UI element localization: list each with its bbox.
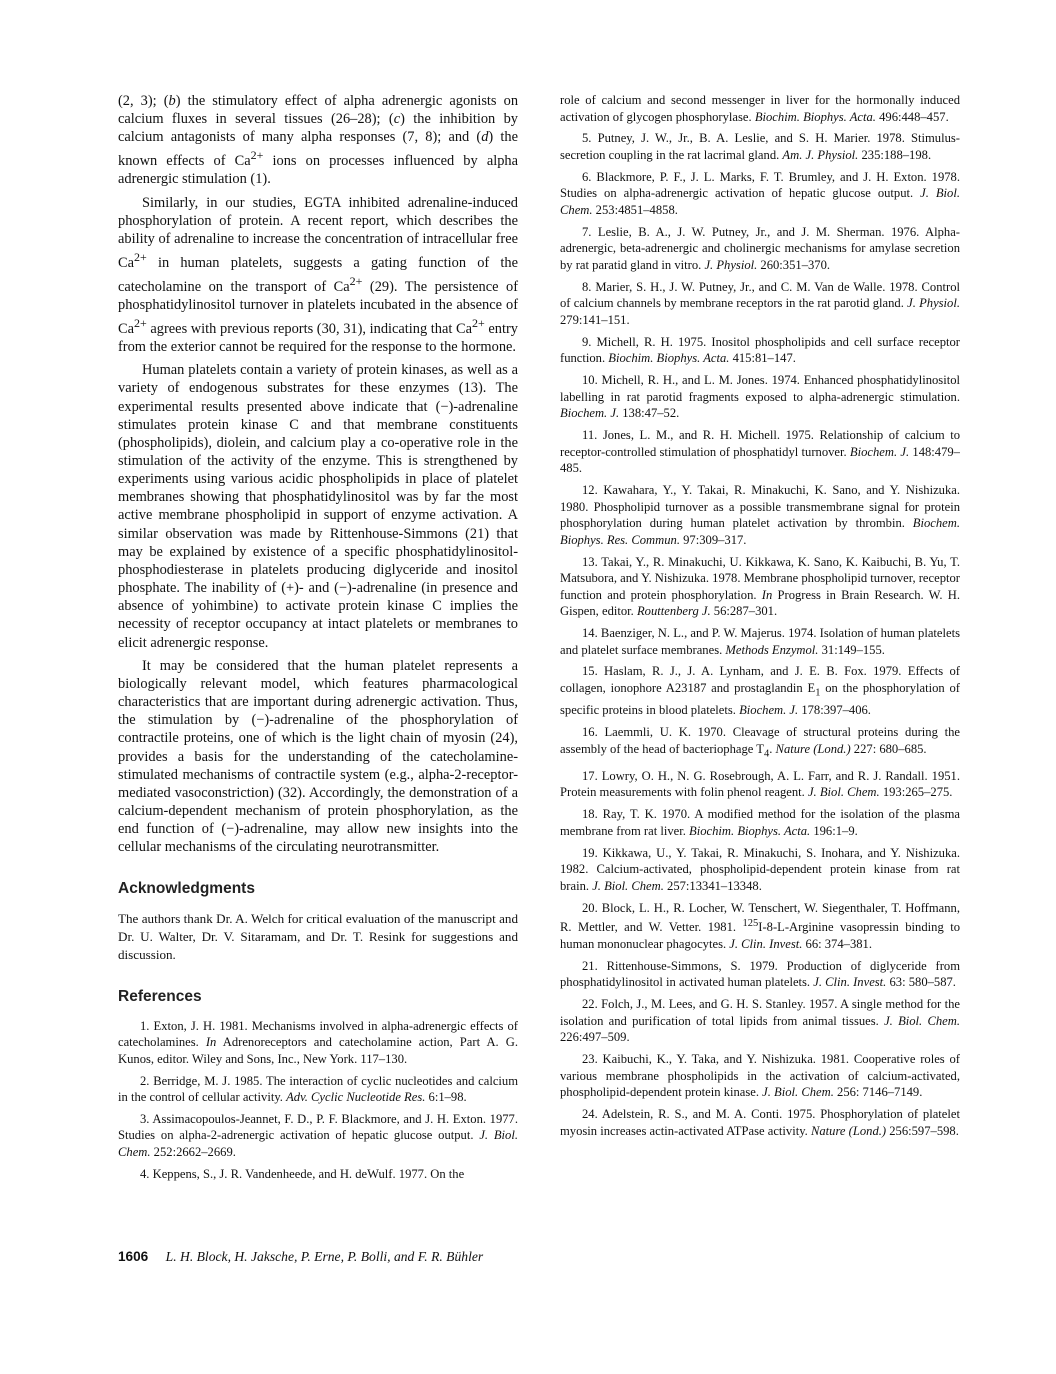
reference-item: 23. Kaibuchi, K., Y. Taka, and Y. Nishizuka. 1981. Cooperative roles of various membrane phospholipids in the activation of calcium-activated, phospholipid-dependent protein kinase. J. Biol. Chem. 256: 7146–7149. bbox=[560, 1052, 960, 1100]
references-heading: References bbox=[118, 987, 202, 1005]
body-paragraph: (2, 3); (b) the stimulatory effect of alpha adrenergic agonists on calcium fluxes in several tissues (26–28); (c) the inhibition by calcium antagonists of many alpha responses (7, 8); and (d) the known effects of $Ca^{2+}$ ions on processes influenced by alpha adrenergic stimulation (1). bbox=[118, 93, 519, 188]
reference-item: 14. Baenziger, N. L., and P. W. Majerus. 1974. Isolation of human platelets and platelet surface membranes. Methods Enzymol. 31:149–155. bbox=[560, 626, 960, 657]
body-paragraph: Similarly, in our studies, EGTA inhibited adrenaline-induced phosphorylation of protein. A recent report, which describes the ability of adrenaline to increase the concentration of intracellular free $Ca^{2+}$ in human platelets, suggests a gating function of the catecholamine on the transport of $Ca^{2+}$ (29). The persistence of phosphatidylinositol turnover in platelets incubated in the absence of $Ca^{2+}$ agrees with previous reports (30, 31), indicating that $Ca^{2+}$ entry from the exterior cannot be required for the response to the hormone. bbox=[118, 194, 518, 356]
reference-item: 10. Michell, R. H., and L. M. Jones. 1974. Enhanced phosphatidylinositol labelling in rat parotid fragments exposed to alpha-adrenergic stimulation. Biochem. J. 138:47–52. bbox=[560, 373, 960, 421]
reference-item: 6. Blackmore, P. F., J. L. Marks, F. T. Brumley, and J. H. Exton. 1978. Studies on alpha-adrenergic activation of hepatic glucose output. J. Biol. Chem. 253:4851–4858. bbox=[560, 169, 960, 217]
reference-item: 15. Haslam, R. J., J. A. Lynham, and J. E. B. Fox. 1979. Effects of collagen, ionophore A23187 and prostaglandin $E_1$ on the phosphorylation of specific proteins in blood platelets. Biochem. J. 178:397–406. bbox=[560, 664, 960, 718]
reference-item: 24. Adelstein, R. S., and M. A. Conti. 1975. Phosphorylation of platelet myosin increases actin-activated ATPase activity. Nature (Lond.) 256:597–598. bbox=[560, 1107, 960, 1138]
left-column bbox=[118, 92, 518, 1188]
reference-item: 12. Kawahara, Y., Y. Takai, R. Minakuchi, K. Sano, and Y. Nishizuka. 1980. Phospholipid turnover as a possible transmembrane signal for protein phosphorylation during human platelet activation by thrombin. Biochem. Biophys. Res. Commun. 97:309–317. bbox=[560, 482, 960, 547]
reference-item: 4. Keppens, S., J. R. Vandenheede, and H. deWulf. 1977. On the bbox=[140, 1166, 465, 1181]
body-paragraph: Human platelets contain a variety of protein kinases, as well as a variety of endogenous substrates for these enzymes (13). The experimental results presented above indicate that (−)-adrenaline stimulates protein kinase C and that membrane constituents (phospholipids), diolein, and calcium play a co-operative role in the stimulation of the activity of the enzyme. This is strengthened by experiments using various acidic phospholipids in place of platelet membranes showing that phosphatidylinositol was by far the most active membrane phospholipid in support of enzyme activation. A similar observation was made by Rittenhouse-Simmons (21) that may be explained by existence of a specific phosphatidylinositol-phosphodiesterase in platelets producing diglyceride and inositol phosphate. The inability of (+)- and (−)-adrenaline (in presence and absence of yohimbine) to activate protein kinase C implies the necessity of receptor occupancy at intact platelets or membranes to elicit adrenergic response. bbox=[118, 362, 518, 651]
reference-list-left bbox=[118, 1018, 518, 1183]
acknowledgments-text: The authors thank Dr. A. Welch for critical evaluation of the manuscript and Dr. U. Walter, Dr. V. Sitaramam, and Dr. T. Resink for suggestions and discussion. bbox=[118, 911, 518, 962]
reference-item: 1. Exton, J. H. 1981. Mechanisms involved in alpha-adrenergic effects of catecholamines. In Adrenoreceptors and catecholamine action, Part A. G. Kunos, editor. Wiley and Sons, Inc., New York. 117–130. bbox=[118, 1018, 519, 1066]
reference-item: 9. Michell, R. H. 1975. Inositol phospholipids and cell surface receptor function. Biochim. Biophys. Acta. 415:81–147. bbox=[560, 334, 960, 366]
reference-item: role of calcium and second messenger in liver for the hormonally induced activation of glycogen phosphorylase. Biochim. Biophys. Acta. 496:448–457. bbox=[560, 93, 960, 124]
right-column bbox=[560, 92, 960, 1144]
reference-item: 17. Lowry, O. H., N. G. Rosebrough, A. L. Farr, and R. J. Randall. 1951. Protein measurements with folin phenol reagent. J. Biol. Chem. 193:265–275. bbox=[560, 768, 960, 800]
reference-item: 13. Takai, Y., R. Minakuchi, U. Kikkawa, K. Sano, K. Kaibuchi, B. Yu, T. Matsubora, and Y. Nishizuka. 1978. Membrane phospholipid turnover, receptor function and protein phosphorylation. In Progress in Brain Research. W. H. Gispen, editor. Routtenberg J. 56:287–301. bbox=[560, 554, 960, 619]
reference-item: 3. Assimacopoulos-Jeannet, F. D., P. F. Blackmore, and J. H. Exton. 1977. Studies on alpha-2-adrenergic activation of hepatic glucose output. J. Biol. Chem. 252:2662–2669. bbox=[118, 1111, 518, 1160]
page-number: 1606 bbox=[118, 1249, 149, 1264]
reference-item: 22. Folch, J., M. Lees, and G. H. S. Stanley. 1957. A single method for the isolation and purification of total lipids from animal tissues. J. Biol. Chem. 226:497–509. bbox=[560, 997, 960, 1045]
reference-item: 5. Putney, J. W., Jr., B. A. Leslie, and S. H. Marier. 1978. Stimulus-secretion coupling in the rat lacrimal gland. Am. J. Physiol. 235:188–198. bbox=[560, 131, 960, 162]
reference-item: 19. Kikkawa, U., Y. Takai, R. Minakuchi, S. Inohara, and Y. Nishizuka. 1982. Calcium-activated, phospholipid-dependent protein kinase from rat brain. J. Biol. Chem. 257:13341–13348. bbox=[560, 845, 960, 893]
page-footer bbox=[118, 1249, 483, 1265]
reference-list-right bbox=[560, 92, 960, 1139]
body-text bbox=[118, 92, 518, 856]
reference-item: 20. Block, L. H., R. Locher, W. Tenschert, W. Siegenthaler, T. Hoffmann, R. Mettler, and W. Vetter. 1981. $^{125}$I-8-L-Arginine vasopressin binding to human mononuclear phagocytes. J. Clin. Invest. 66: 374–381. bbox=[560, 900, 960, 951]
reference-item: 16. Laemmli, U. K. 1970. Cleavage of structural proteins during the assembly of the head of bacteriophage $T_4$. Nature (Lond.) 227: 680–685. bbox=[560, 724, 960, 760]
acknowledgments-heading: Acknowledgments bbox=[118, 880, 255, 898]
footer-authors: L. H. Block, H. Jaksche, P. Erne, P. Bolli, and F. R. Bühler bbox=[165, 1249, 484, 1264]
reference-item: 8. Marier, S. H., J. W. Putney, Jr., and C. M. Van de Walle. 1978. Control of calcium channels by membrane receptors in the rat parotid gland. J. Physiol. 279:141–151. bbox=[560, 279, 961, 327]
reference-item: 18. Ray, T. K. 1970. A modified method for the isolation of the plasma membrane from rat liver. Biochim. Biophys. Acta. 196:1–9. bbox=[560, 807, 960, 838]
reference-item: 2. Berridge, M. J. 1985. The interaction of cyclic nucleotides and calcium in the control of cellular activity. Adv. Cyclic Nucleotide Res. 6:1–98. bbox=[118, 1073, 518, 1105]
body-paragraph: It may be considered that the human platelet represents a biologically relevant model, which features pharmacological characteristics that are important during adrenergic activation. Thus, the stimulation by (−)-adrenaline of the phosphorylation of contractile proteins, one of which is the light chain of myosin (24), provides a basis for the understanding of the catecholamine-stimulated mechanisms of contractile system (e.g., alpha-2-receptor-mediated vasoconstriction) (32). Accordingly, the demonstration of a calcium-dependent mechanism of protein phosphorylation, as the end function of (−)-adrenaline, may allow new insights into the cellular mechanisms of the circulating neurotransmitter. bbox=[118, 657, 518, 856]
reference-item: 11. Jones, L. M., and R. H. Michell. 1975. Relationship of calcium to receptor-controlled stimulation of phosphatidyl turnover. Biochem. J. 148:479–485. bbox=[560, 428, 960, 476]
reference-item: 21. Rittenhouse-Simmons, S. 1979. Production of diglyceride from phosphatidylinositol in activated human platelets. J. Clin. Invest. 63: 580–587. bbox=[560, 958, 960, 990]
reference-item: 7. Leslie, B. A., J. W. Putney, Jr., and J. M. Sherman. 1976. Alpha-adrenergic, beta-adrenergic and cholinergic mechanisms for amylase secretion by rat paratid gland in vitro. J. Physiol. 260:351–370. bbox=[560, 224, 960, 272]
